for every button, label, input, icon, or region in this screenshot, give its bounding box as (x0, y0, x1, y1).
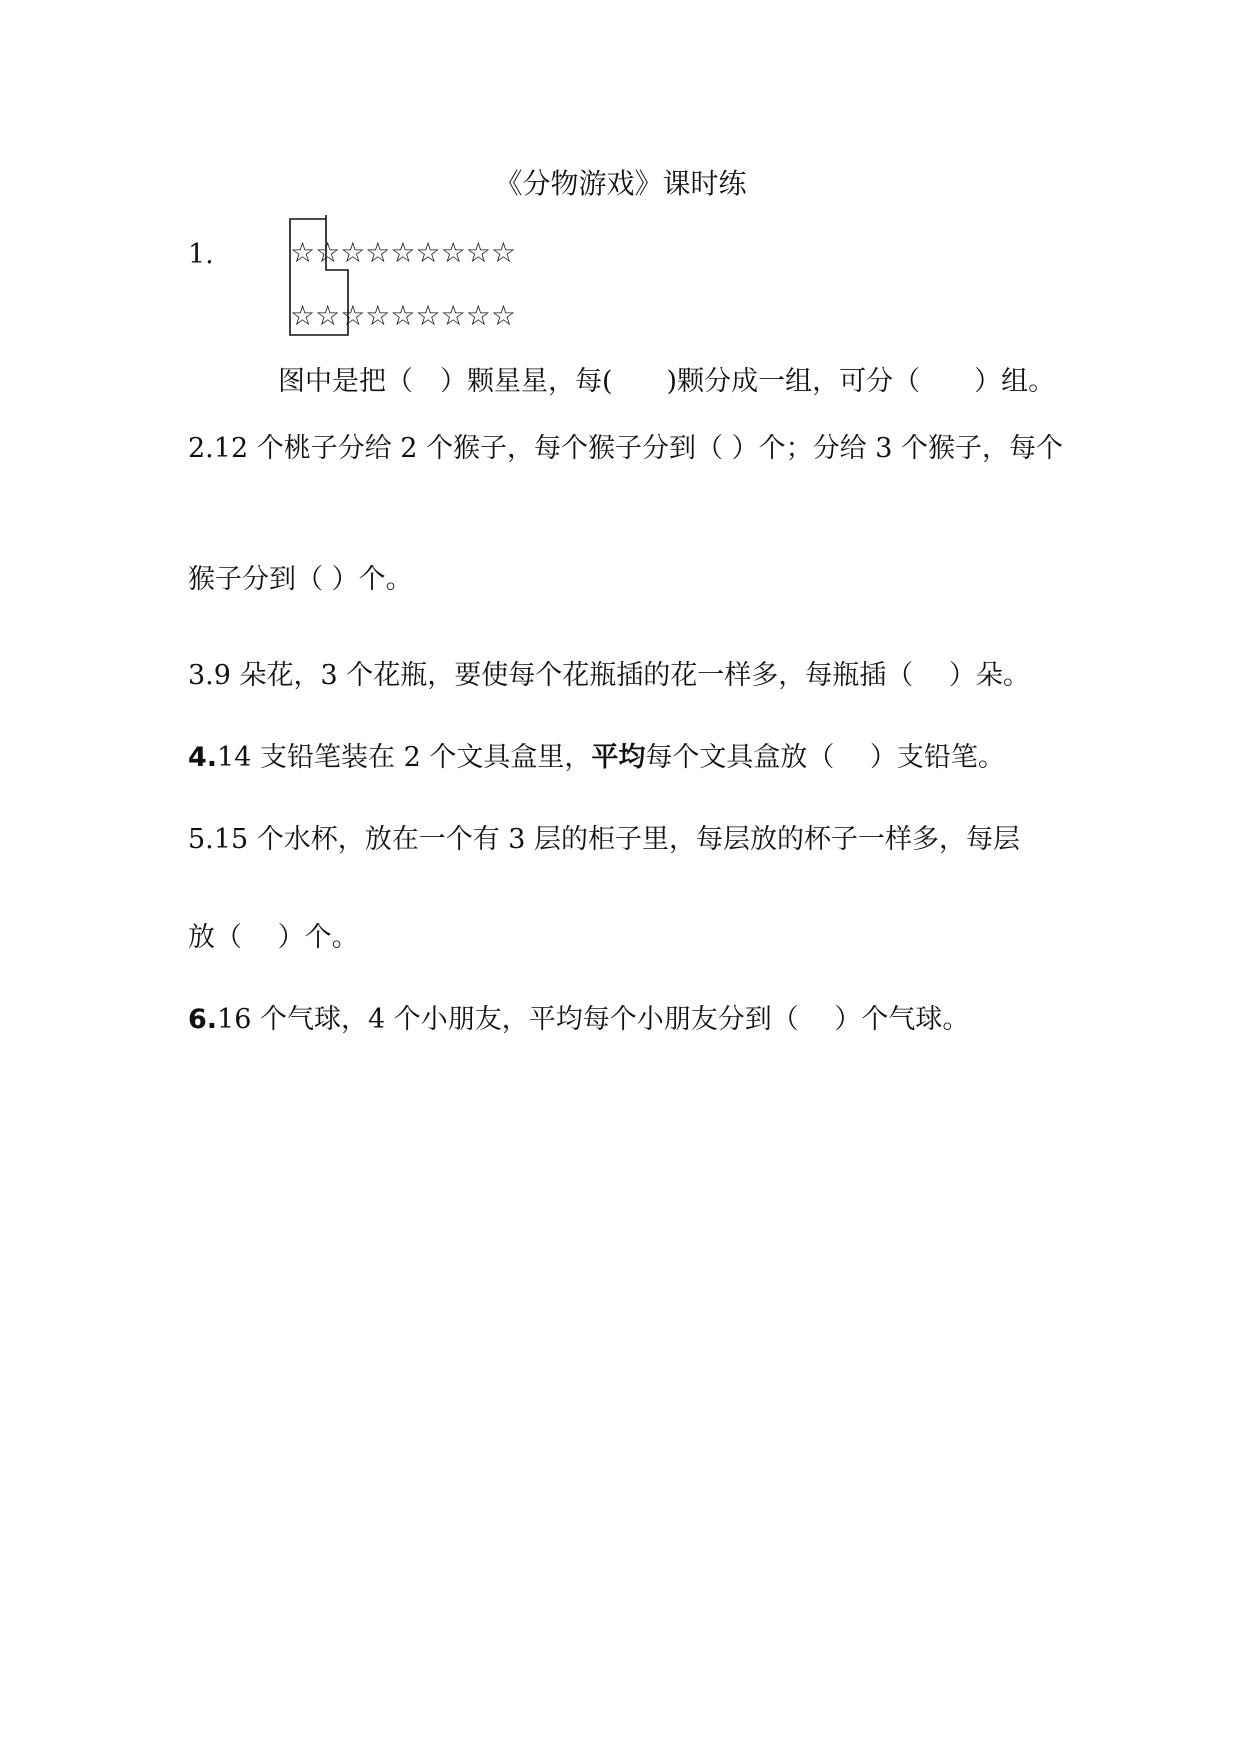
page-title: 《分物游戏》课时练 (494, 167, 747, 200)
question-1-number: 1. (188, 239, 214, 270)
question-6 (188, 1002, 969, 1038)
question-4-text-after: 每个文具盒放（ ）支铅笔。 (645, 742, 1005, 773)
question-5-line-1: 5.15 个水杯，放在一个有 3 层的柜子里，每层放的杯子一样多，每层 (188, 824, 1021, 855)
question-3-text: 3.9 朵花，3 个花瓶，要使每个花瓶插的花一样多，每瓶插（ ）朵。 (188, 660, 1030, 691)
question-4-text-before: 14 支铅笔装在 2 个文具盒里， (217, 742, 592, 773)
question-5-line-2: 放（ ）个。 (188, 922, 359, 953)
question-2-line-2: 猴子分到（ ）个。 (188, 564, 413, 595)
star-row-2: ☆☆☆☆☆☆☆☆☆ (290, 299, 516, 332)
question-2-line-1: 2.12 个桃子分给 2 个猴子，每个猴子分到（ ）个；分给 3 个猴子，每个 (188, 433, 1063, 464)
question-1-text: 图中是把（ ）颗星星，每( )颗分成一组，可分（ ）组。 (278, 366, 1056, 397)
question-4 (188, 740, 1005, 776)
question-4-bold-word: 平均 (591, 742, 646, 773)
question-6-text: 16 个气球，4 个小朋友，平均每个小朋友分到（ ）个气球。 (217, 1004, 970, 1035)
question-4-number: 4. (188, 742, 218, 773)
star-row-1: ☆☆☆☆☆☆☆☆☆ (290, 236, 516, 269)
star-grouping-frame (0, 0, 1241, 400)
question-6-number: 6. (188, 1004, 218, 1035)
